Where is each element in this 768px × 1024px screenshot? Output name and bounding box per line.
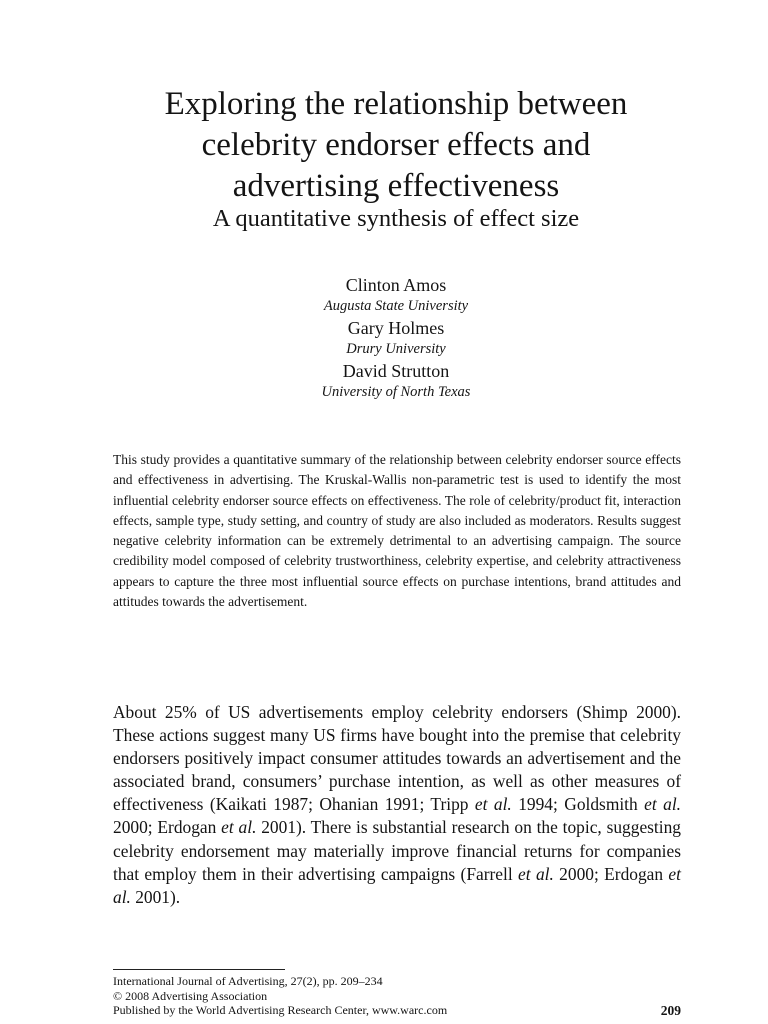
body-text-run: 2001).	[130, 886, 181, 907]
publisher-notice: Published by the World Advertising Research Center, www.warc.com	[113, 1003, 448, 1017]
journal-citation: International Journal of Advertising, 27(2), pp. 209–234	[113, 974, 383, 988]
author-name: Gary Holmes	[347, 318, 445, 338]
abstract: This study provides a quantitative summary of the relationship between celebrity endorser source effects and effectiveness in advertising. The Kruskal-Wallis non-parametric test is used to identify the most influential celebrity endorser source effects on effectiveness. The role of celebrity/product fit, interaction effects, sample type, study setting, and country of study are also included as moderators. Results suggest negative celebrity information can be extremely detrimental to an advertising campaign. The source credibility model composed of celebrity trustworthiness, celebrity expertise, and celebrity attractiveness appears to capture the three most influential source effects on purchase intentions, brand attitudes and attitudes towards the advertisement.	[113, 452, 681, 610]
body-paragraph	[113, 701, 681, 909]
body-text-run: 2000; Erdogan	[553, 863, 669, 884]
citation-et-al: et al.	[644, 794, 682, 815]
copyright-notice: © 2008 Advertising Association	[113, 988, 268, 1003]
author-list	[190, 274, 602, 403]
page-number: 209	[660, 1003, 681, 1018]
footnote-divider	[113, 969, 285, 970]
article-subtitle: A quantitative synthesis of effect size	[212, 205, 580, 232]
author-name: David Strutton	[342, 361, 450, 381]
title-line: celebrity endorser effects and	[201, 127, 591, 163]
body-text-run: 2001). There is substantial research on the topic, suggesting celebrity endorsement may materially improve financial returns for companies that employ them in their advertising campaigns (Farrell	[113, 817, 681, 884]
title-line: advertising effectiveness	[232, 168, 560, 204]
body-text-run: 2000; Erdogan	[113, 817, 222, 838]
citation-et-al: et al.	[518, 863, 554, 884]
citation-et-al: et al.	[221, 817, 257, 838]
article-title	[90, 84, 702, 207]
journal-footer	[113, 974, 553, 1018]
author-affiliation: Drury University	[346, 341, 446, 357]
citation-et-al: et al.	[474, 794, 512, 815]
author-name: Clinton Amos	[345, 275, 447, 295]
body-text-run: 1994; Goldsmith	[511, 794, 645, 815]
author-affiliation: University of North Texas	[321, 384, 471, 400]
author-affiliation: Augusta State University	[323, 298, 469, 314]
citation-et-al: et al.	[113, 863, 681, 907]
body-text-run: About 25% of US advertisements employ celebrity endorsers (Shimp 2000). These actions suggest many US firms have bought into the premise that celebrity endorsers positively impact consumer attitudes towards an advertisement and the associated brand, consumers’ purchase intention, as well as other measures of effectiveness (Kaikati 1987; Ohanian 1991; Tripp	[113, 702, 681, 815]
title-line: Exploring the relationship between	[164, 86, 628, 122]
